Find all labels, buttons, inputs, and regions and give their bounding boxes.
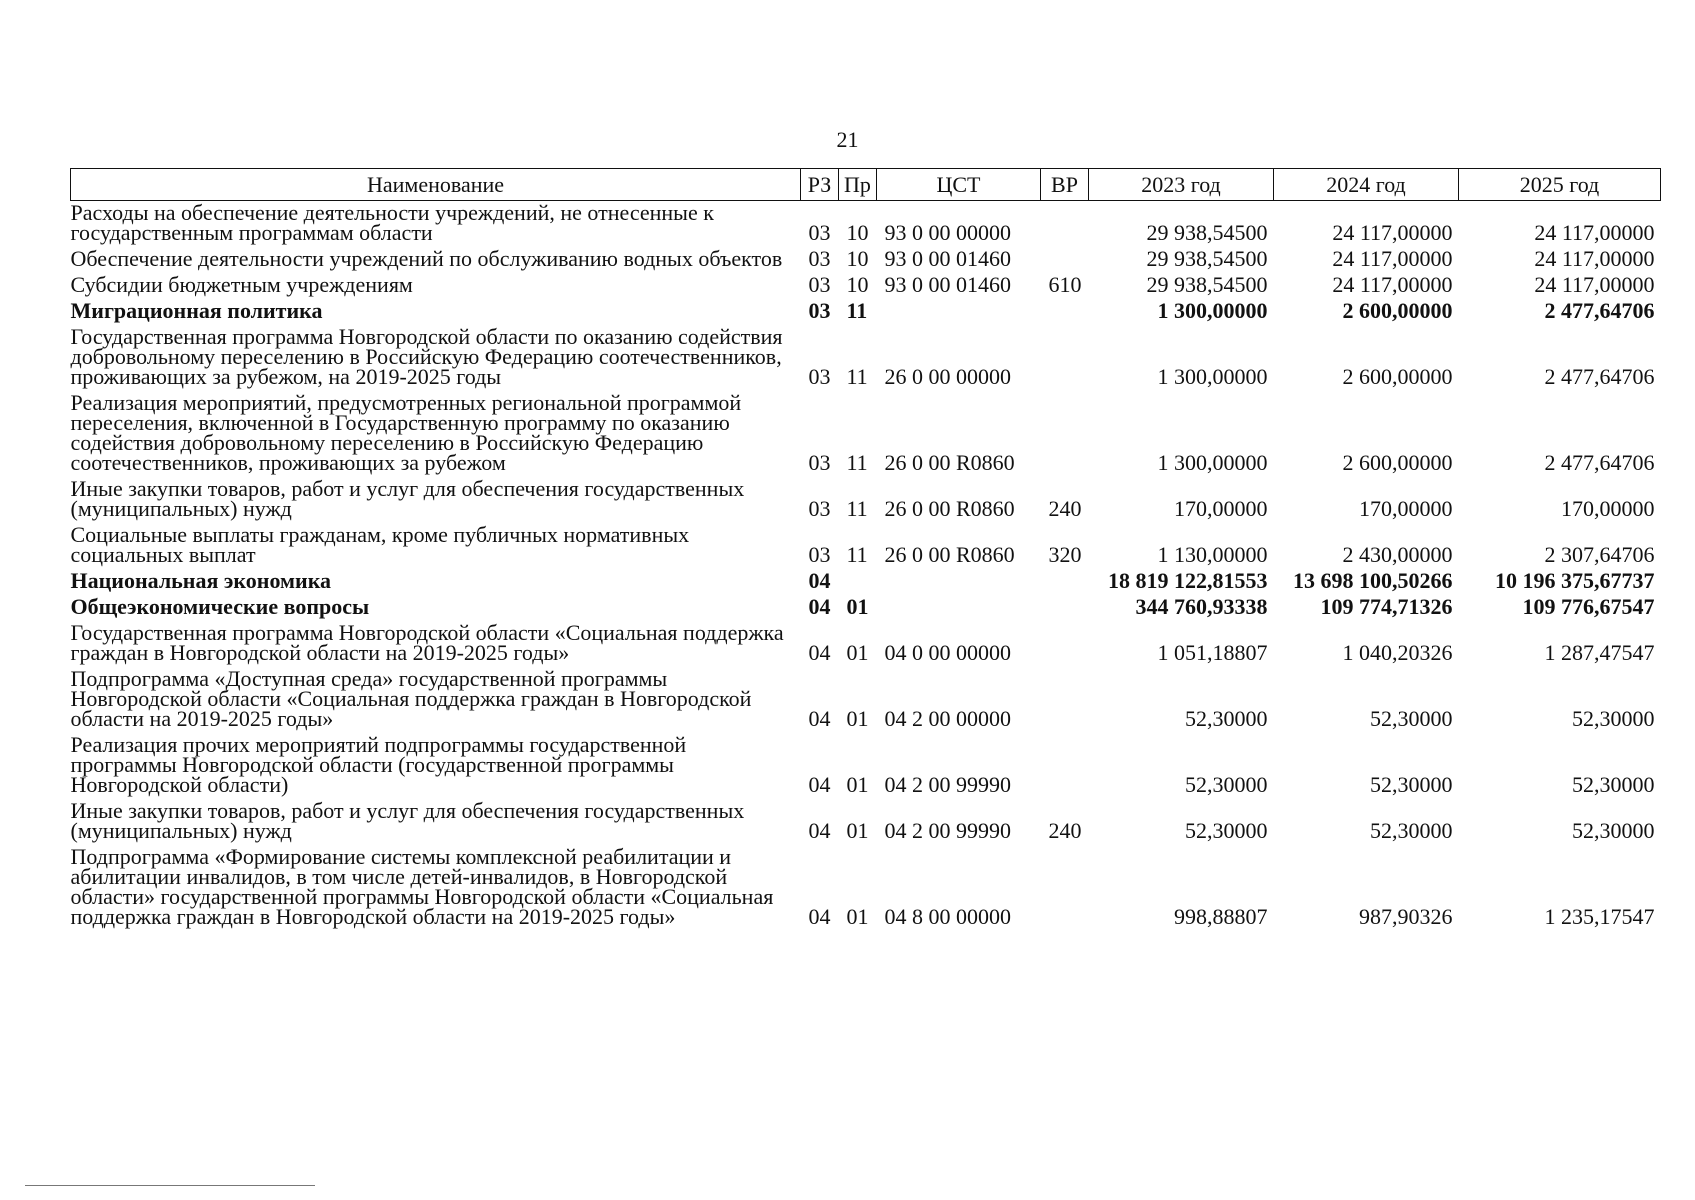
row-2023: 52,30000 — [1185, 818, 1268, 843]
row-2024: 52,30000 — [1370, 772, 1453, 797]
table-row — [71, 325, 1661, 391]
row-rz: 03 — [808, 272, 831, 297]
row-pr: 10 — [846, 220, 869, 245]
footer-divider — [25, 1185, 315, 1186]
header-2024: 2024 год — [1274, 169, 1459, 201]
row-rz: 04 — [808, 904, 831, 929]
header-2023: 2023 год — [1089, 169, 1274, 201]
row-pr: 01 — [846, 772, 869, 797]
row-vr — [1041, 391, 1089, 477]
row-rz: 04 — [808, 594, 831, 619]
row-2025: 52,30000 — [1572, 772, 1655, 797]
table-row — [71, 733, 1661, 799]
table-row — [71, 273, 1661, 299]
row-cst: 04 2 00 99990 — [884, 818, 1011, 843]
row-rz: 04 — [808, 640, 831, 665]
row-pr: 01 — [846, 706, 869, 731]
row-2024: 24 117,00000 — [1332, 272, 1453, 297]
header-rz: РЗ — [801, 169, 839, 201]
table-row — [71, 247, 1661, 273]
row-vr — [1041, 667, 1089, 733]
row-pr: 11 — [846, 496, 868, 521]
row-cst — [877, 595, 1041, 621]
row-pr: 10 — [846, 246, 869, 271]
row-name: Национальная экономика — [70, 568, 332, 593]
row-name: Подпрограмма «Доступная среда» государственной программы Новгородской области «Социальная поддержка граждан в Новгородской области на 2019-2025 годы» — [70, 666, 752, 731]
table-body — [71, 201, 1661, 932]
row-pr: 11 — [846, 298, 868, 323]
row-pr: 11 — [846, 450, 868, 475]
row-pr: 01 — [846, 640, 869, 665]
row-pr: 11 — [846, 542, 868, 567]
row-name: Государственная программа Новгородской области «Социальная поддержка граждан в Новгородской области на 2019-2025 годы» — [70, 620, 784, 665]
row-2025: 2 477,64706 — [1544, 298, 1655, 323]
row-pr: 01 — [846, 818, 869, 843]
row-cst: 04 2 00 00000 — [884, 706, 1011, 731]
row-2024: 2 600,00000 — [1342, 298, 1453, 323]
row-2024: 1 040,20326 — [1342, 640, 1453, 665]
row-2024: 109 774,71326 — [1320, 594, 1453, 619]
row-2025: 170,00000 — [1561, 496, 1655, 521]
row-2025: 24 117,00000 — [1534, 246, 1655, 271]
row-rz: 03 — [808, 496, 831, 521]
row-2024: 52,30000 — [1370, 706, 1453, 731]
row-cst: 93 0 00 01460 — [884, 272, 1011, 297]
row-cst: 04 2 00 99990 — [884, 772, 1011, 797]
row-2025: 2 477,64706 — [1544, 364, 1655, 389]
table-row — [71, 621, 1661, 667]
row-cst — [877, 569, 1041, 595]
budget-table-container — [70, 168, 1660, 931]
row-2023: 344 760,93338 — [1135, 594, 1268, 619]
row-pr: 01 — [846, 904, 869, 929]
row-2023: 52,30000 — [1185, 772, 1268, 797]
row-2023: 1 300,00000 — [1157, 364, 1268, 389]
row-2023: 998,88807 — [1174, 904, 1268, 929]
table-row — [71, 201, 1661, 248]
row-name: Миграционная политика — [70, 298, 323, 323]
row-vr: 240 — [1048, 496, 1082, 521]
table-row — [71, 595, 1661, 621]
row-2024: 170,00000 — [1359, 496, 1453, 521]
row-2024: 2 600,00000 — [1342, 364, 1453, 389]
row-cst: 26 0 00 R0860 — [884, 450, 1015, 475]
row-vr — [1041, 299, 1089, 325]
row-rz: 03 — [808, 450, 831, 475]
row-cst: 26 0 00 R0860 — [884, 496, 1015, 521]
row-name: Государственная программа Новгородской области по оказанию содействия добровольному переселению в Российскую Федерацию соотечественников, проживающих за рубежом, на 2019-2025 годы — [70, 324, 783, 389]
row-2023: 29 938,54500 — [1146, 272, 1268, 297]
row-2023: 1 130,00000 — [1157, 542, 1268, 567]
row-name: Социальные выплаты гражданам, кроме публичных нормативных социальных выплат — [70, 522, 690, 567]
header-pr: Пр — [839, 169, 877, 201]
row-vr — [1041, 621, 1089, 667]
row-2024: 52,30000 — [1370, 818, 1453, 843]
row-vr — [1041, 569, 1089, 595]
row-rz: 04 — [808, 568, 831, 593]
row-name: Обеспечение деятельности учреждений по обслуживанию водных объектов — [70, 246, 783, 271]
row-vr — [1041, 201, 1089, 248]
row-2025: 52,30000 — [1572, 818, 1655, 843]
row-pr: 10 — [846, 272, 869, 297]
table-header-row — [71, 169, 1661, 201]
table-row — [71, 799, 1661, 845]
row-2023: 1 300,00000 — [1157, 298, 1268, 323]
row-vr: 610 — [1048, 272, 1082, 297]
row-pr: 01 — [846, 594, 869, 619]
row-rz: 03 — [808, 298, 831, 323]
row-2023: 170,00000 — [1174, 496, 1268, 521]
header-cst: ЦСТ — [877, 169, 1041, 201]
row-name: Реализация прочих мероприятий подпрограммы государственной программы Новгородской области (государственной программы Новгородской области) — [70, 732, 687, 797]
header-vr: ВР — [1041, 169, 1089, 201]
row-cst: 26 0 00 00000 — [884, 364, 1011, 389]
row-2025: 24 117,00000 — [1534, 220, 1655, 245]
row-rz: 03 — [808, 246, 831, 271]
row-2024: 987,90326 — [1359, 904, 1453, 929]
row-2024: 2 430,00000 — [1342, 542, 1453, 567]
table-row — [71, 391, 1661, 477]
row-rz: 03 — [808, 364, 831, 389]
row-pr — [839, 569, 877, 595]
row-2024: 24 117,00000 — [1332, 220, 1453, 245]
row-2023: 52,30000 — [1185, 706, 1268, 731]
row-cst: 26 0 00 R0860 — [884, 542, 1015, 567]
table-row — [71, 569, 1661, 595]
row-rz: 03 — [808, 220, 831, 245]
row-2023: 1 300,00000 — [1157, 450, 1268, 475]
row-vr — [1041, 845, 1089, 931]
header-2025: 2025 год — [1459, 169, 1661, 201]
row-vr: 320 — [1048, 542, 1082, 567]
row-rz: 04 — [808, 706, 831, 731]
row-2025: 2 477,64706 — [1544, 450, 1655, 475]
header-name: Наименование — [71, 169, 801, 201]
row-vr — [1041, 733, 1089, 799]
table-row — [71, 845, 1661, 931]
row-2023: 1 051,18807 — [1157, 640, 1268, 665]
row-2023: 29 938,54500 — [1146, 246, 1268, 271]
row-vr: 240 — [1048, 818, 1082, 843]
row-pr: 11 — [846, 364, 868, 389]
row-cst: 04 0 00 00000 — [884, 640, 1011, 665]
row-2025: 2 307,64706 — [1544, 542, 1655, 567]
row-2023: 18 819 122,81553 — [1108, 568, 1268, 593]
row-name: Иные закупки товаров, работ и услуг для обеспечения государственных (муниципальных) нужд — [70, 476, 745, 521]
row-2025: 1 287,47547 — [1544, 640, 1655, 665]
row-vr — [1041, 247, 1089, 273]
table-row — [71, 523, 1661, 569]
row-name: Подпрограмма «Формирование системы комплексной реабилитации и абилитации инвалидов, в том числе детей-инвалидов, в Новгородской области» государственной программы Новгородской области «Социальная поддержка граждан в Новгородской области на 2019-2025 годы» — [70, 844, 774, 929]
row-2024: 13 698 100,50266 — [1293, 568, 1453, 593]
row-2024: 2 600,00000 — [1342, 450, 1453, 475]
row-cst: 93 0 00 00000 — [884, 220, 1011, 245]
budget-table — [70, 168, 1661, 931]
row-cst: 04 8 00 00000 — [884, 904, 1011, 929]
row-2024: 24 117,00000 — [1332, 246, 1453, 271]
row-2025: 24 117,00000 — [1534, 272, 1655, 297]
row-name: Реализация мероприятий, предусмотренных региональной программой переселения, включенной в Государственную программу по оказанию содействия добровольному переселению в Российскую Федерацию соотечественников, проживающих за рубежом — [70, 390, 742, 475]
row-2025: 10 196 375,67737 — [1495, 568, 1655, 593]
page-number: 21 — [836, 127, 859, 152]
row-2025: 109 776,67547 — [1522, 594, 1655, 619]
row-name: Общеэкономические вопросы — [70, 594, 370, 619]
row-name: Субсидии бюджетным учреждениям — [70, 272, 413, 297]
row-2025: 52,30000 — [1572, 706, 1655, 731]
row-rz: 04 — [808, 818, 831, 843]
row-vr — [1041, 595, 1089, 621]
row-rz: 04 — [808, 772, 831, 797]
row-name: Иные закупки товаров, работ и услуг для обеспечения государственных (муниципальных) нужд — [70, 798, 745, 843]
table-row — [71, 477, 1661, 523]
row-name: Расходы на обеспечение деятельности учреждений, не отнесенные к государственным программам области — [70, 200, 714, 245]
row-2025: 1 235,17547 — [1544, 904, 1655, 929]
row-cst — [877, 299, 1041, 325]
row-vr — [1041, 325, 1089, 391]
row-cst: 93 0 00 01460 — [884, 246, 1011, 271]
row-2023: 29 938,54500 — [1146, 220, 1268, 245]
row-rz: 03 — [808, 542, 831, 567]
table-row — [71, 299, 1661, 325]
table-row — [71, 667, 1661, 733]
